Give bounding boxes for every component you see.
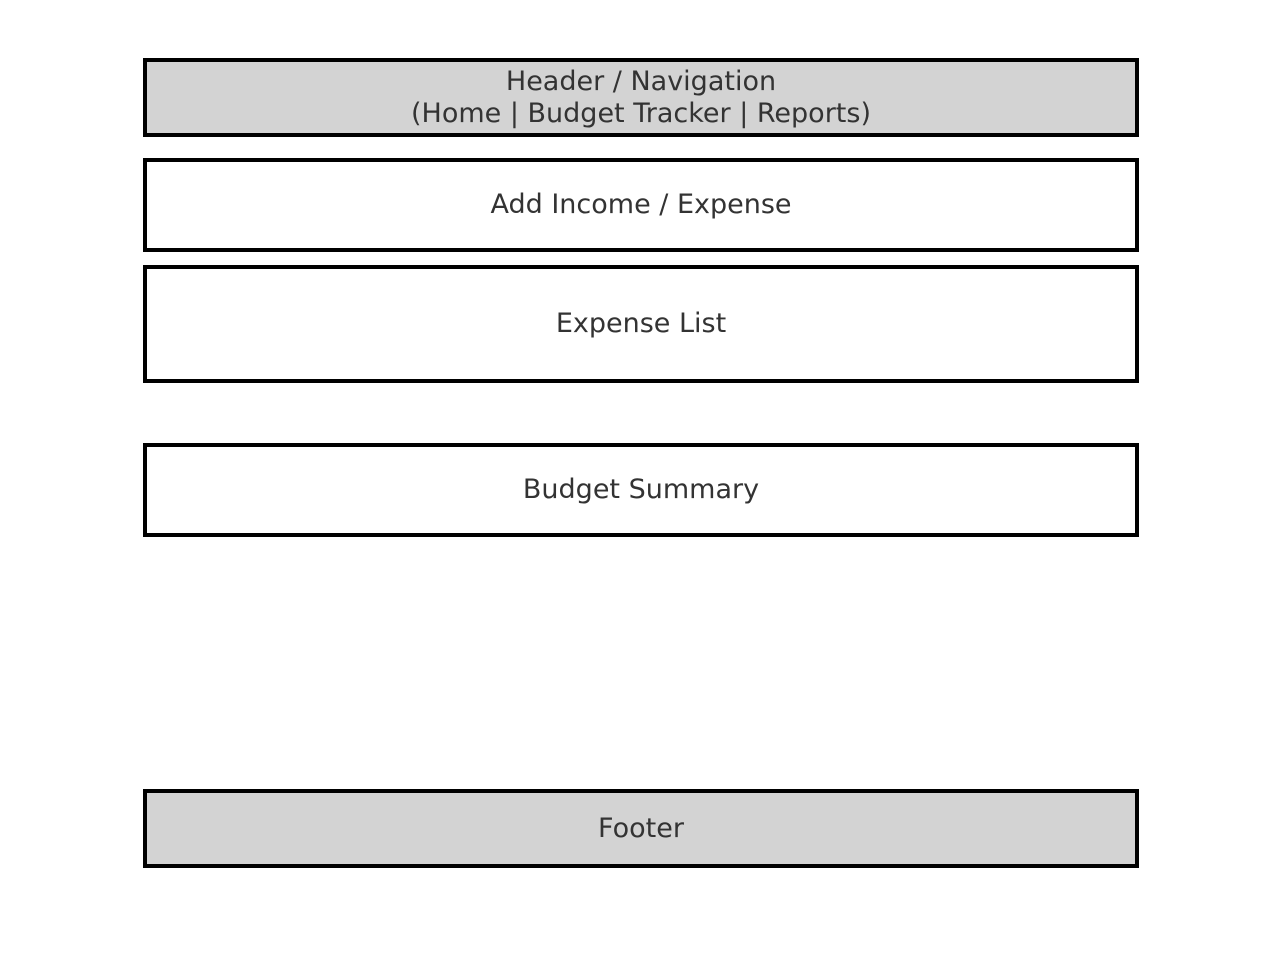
- header-title: Header / Navigation: [505, 65, 777, 97]
- footer-label: Footer: [598, 812, 684, 844]
- header-navigation-block: [143, 58, 1139, 137]
- header-nav-links: (Home | Budget Tracker | Reports): [411, 97, 871, 129]
- add-income-expense-label: Add Income / Expense: [490, 189, 792, 220]
- expense-list-label: Expense List: [555, 308, 727, 339]
- budget-summary-block: [143, 443, 1139, 537]
- footer-block: [143, 789, 1139, 868]
- expense-list-block: [143, 265, 1139, 383]
- add-income-expense-block: [143, 158, 1139, 252]
- budget-summary-label: Budget Summary: [522, 474, 760, 505]
